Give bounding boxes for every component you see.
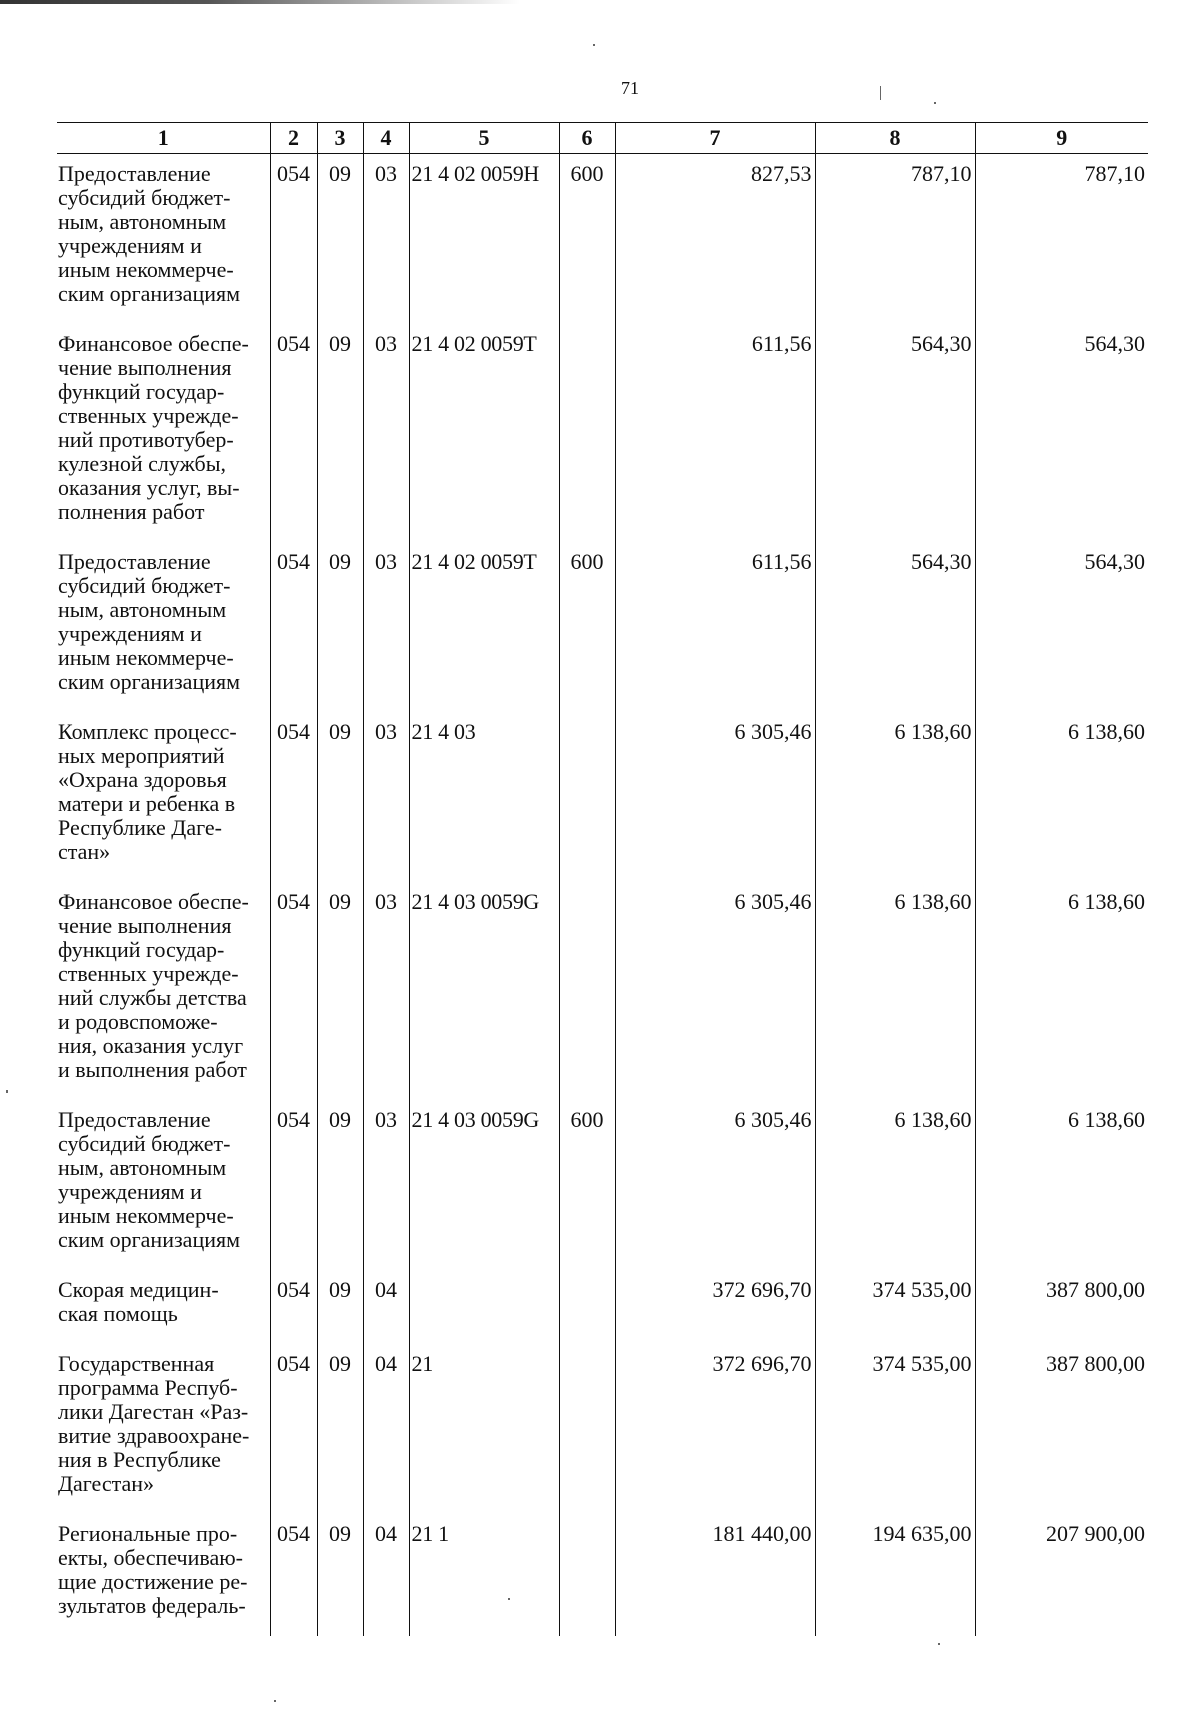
amount-col9-cell: 6 138,60 — [975, 1100, 1148, 1270]
section-cell: 09 — [317, 882, 363, 1100]
row-name-cell — [57, 154, 270, 325]
scan-speck — [880, 86, 881, 100]
table-row — [57, 324, 1148, 542]
subsection-cell: 04 — [363, 1344, 409, 1514]
subsection-cell: 04 — [363, 1514, 409, 1636]
subsection-cell: 04 — [363, 1270, 409, 1344]
amount-col8-cell: 787,10 — [815, 154, 975, 325]
column-header: 1 — [57, 123, 270, 154]
amount-col7-cell: 181 440,00 — [615, 1514, 815, 1636]
table-row — [57, 1514, 1148, 1636]
target-article-cell: 21 4 03 — [409, 712, 559, 882]
row-name-cell — [57, 882, 270, 1100]
budget-table — [57, 122, 1148, 1636]
ministry-code-cell: 054 — [270, 324, 317, 542]
row-name-cell — [57, 542, 270, 712]
expense-type-cell — [559, 1270, 615, 1344]
ministry-code-cell: 054 — [270, 154, 317, 325]
row-name-cell — [57, 1344, 270, 1514]
subsection-cell: 03 — [363, 324, 409, 542]
amount-col9-cell: 387 800,00 — [975, 1270, 1148, 1344]
row-name-cell — [57, 1100, 270, 1270]
ministry-code-cell: 054 — [270, 882, 317, 1100]
subsection-cell: 03 — [363, 712, 409, 882]
amount-col9-cell: 787,10 — [975, 154, 1148, 325]
ministry-code-cell: 054 — [270, 1344, 317, 1514]
target-article-cell: 21 — [409, 1344, 559, 1514]
column-header: 6 — [559, 123, 615, 154]
expense-type-cell: 600 — [559, 154, 615, 325]
amount-col8-cell: 6 138,60 — [815, 882, 975, 1100]
amount-col9-cell: 387 800,00 — [975, 1344, 1148, 1514]
amount-col7-cell: 6 305,46 — [615, 712, 815, 882]
scan-speck — [6, 1090, 8, 1093]
target-article-cell — [409, 1270, 559, 1344]
target-article-cell: 21 4 02 0059Т — [409, 542, 559, 712]
amount-col7-cell: 827,53 — [615, 154, 815, 325]
subsection-cell: 03 — [363, 1100, 409, 1270]
row-name: Комплекс процесс- ных мероприятий «Охрана здоровья матери и ребенка в Республике Даге- стан» — [58, 719, 237, 864]
row-name-cell — [57, 324, 270, 542]
table-row — [57, 1270, 1148, 1344]
expense-type-cell — [559, 324, 615, 542]
column-header: 5 — [409, 123, 559, 154]
amount-col9-cell: 6 138,60 — [975, 712, 1148, 882]
amount-col8-cell: 374 535,00 — [815, 1270, 975, 1344]
expense-type-cell — [559, 1514, 615, 1636]
row-name: Финансовое обеспе- чение выполнения функций государ- ственных учрежде- ний противотубер- кулезной службы, оказания услуг, вы- полнения работ — [58, 331, 249, 524]
page-number: 71 — [621, 78, 639, 98]
section-cell: 09 — [317, 542, 363, 712]
amount-col7-cell: 372 696,70 — [615, 1344, 815, 1514]
row-name-cell — [57, 712, 270, 882]
expense-type-cell — [559, 882, 615, 1100]
ministry-code-cell: 054 — [270, 1514, 317, 1636]
target-article-cell: 21 4 02 0059Т — [409, 324, 559, 542]
row-name: Государственная программа Респуб- лики Дагестан «Раз- витие здравоохране- ния в Республике Дагестан» — [58, 1351, 250, 1496]
scan-speck — [934, 102, 936, 104]
amount-col7-cell: 6 305,46 — [615, 882, 815, 1100]
column-header: 8 — [815, 123, 975, 154]
section-cell: 09 — [317, 1270, 363, 1344]
row-name-cell — [57, 1270, 270, 1344]
amount-col9-cell: 207 900,00 — [975, 1514, 1148, 1636]
subsection-cell: 03 — [363, 542, 409, 712]
expense-type-cell — [559, 1344, 615, 1514]
table-header-row — [57, 123, 1148, 154]
scan-speck — [274, 1700, 276, 1702]
ministry-code-cell: 054 — [270, 1270, 317, 1344]
table-row — [57, 712, 1148, 882]
scan-speck — [508, 1598, 510, 1600]
table-row — [57, 1100, 1148, 1270]
amount-col8-cell: 6 138,60 — [815, 1100, 975, 1270]
section-cell: 09 — [317, 1100, 363, 1270]
ministry-code-cell: 054 — [270, 542, 317, 712]
column-header: 2 — [270, 123, 317, 154]
expense-type-cell: 600 — [559, 542, 615, 712]
amount-col8-cell: 194 635,00 — [815, 1514, 975, 1636]
target-article-cell: 21 1 — [409, 1514, 559, 1636]
table-row — [57, 542, 1148, 712]
scan-speck — [938, 1643, 940, 1645]
section-cell: 09 — [317, 1344, 363, 1514]
table-row — [57, 154, 1148, 325]
amount-col8-cell: 6 138,60 — [815, 712, 975, 882]
scan-edge-mark — [0, 0, 520, 4]
table-row — [57, 882, 1148, 1100]
amount-col9-cell: 564,30 — [975, 542, 1148, 712]
row-name: Предоставление субсидий бюджет- ным, автономным учреждениям и иным некоммерче- ским организациям — [58, 1107, 241, 1252]
row-name: Предоставление субсидий бюджет- ным, автономным учреждениям и иным некоммерче- ским организациям — [58, 549, 241, 694]
amount-col7-cell: 611,56 — [615, 542, 815, 712]
section-cell: 09 — [317, 154, 363, 325]
row-name: Региональные про- екты, обеспечиваю- щие достижение ре- зультатов федераль- — [58, 1521, 248, 1618]
row-name: Скорая медицин- ская помощь — [58, 1277, 219, 1326]
expense-type-cell — [559, 712, 615, 882]
amount-col8-cell: 374 535,00 — [815, 1344, 975, 1514]
amount-col7-cell: 611,56 — [615, 324, 815, 542]
row-name: Предоставление субсидий бюджет- ным, автономным учреждениям и иным некоммерче- ским организациям — [58, 161, 241, 306]
scan-speck — [593, 44, 595, 46]
column-header: 9 — [975, 123, 1148, 154]
ministry-code-cell: 054 — [270, 1100, 317, 1270]
amount-col9-cell: 6 138,60 — [975, 882, 1148, 1100]
amount-col9-cell: 564,30 — [975, 324, 1148, 542]
column-header: 7 — [615, 123, 815, 154]
amount-col7-cell: 372 696,70 — [615, 1270, 815, 1344]
row-name-cell — [57, 1514, 270, 1636]
subsection-cell: 03 — [363, 154, 409, 325]
section-cell: 09 — [317, 712, 363, 882]
section-cell: 09 — [317, 324, 363, 542]
ministry-code-cell: 054 — [270, 712, 317, 882]
amount-col7-cell: 6 305,46 — [615, 1100, 815, 1270]
subsection-cell: 03 — [363, 882, 409, 1100]
expense-type-cell: 600 — [559, 1100, 615, 1270]
amount-col8-cell: 564,30 — [815, 542, 975, 712]
table-row — [57, 1344, 1148, 1514]
target-article-cell: 21 4 03 0059G — [409, 882, 559, 1100]
section-cell: 09 — [317, 1514, 363, 1636]
target-article-cell: 21 4 02 0059Н — [409, 154, 559, 325]
row-name: Финансовое обеспе- чение выполнения функций государ- ственных учрежде- ний службы детства и родовспоможе- ния, оказания услуг и выполнения работ — [58, 889, 249, 1082]
amount-col8-cell: 564,30 — [815, 324, 975, 542]
column-header: 3 — [317, 123, 363, 154]
target-article-cell: 21 4 03 0059G — [409, 1100, 559, 1270]
column-header: 4 — [363, 123, 409, 154]
